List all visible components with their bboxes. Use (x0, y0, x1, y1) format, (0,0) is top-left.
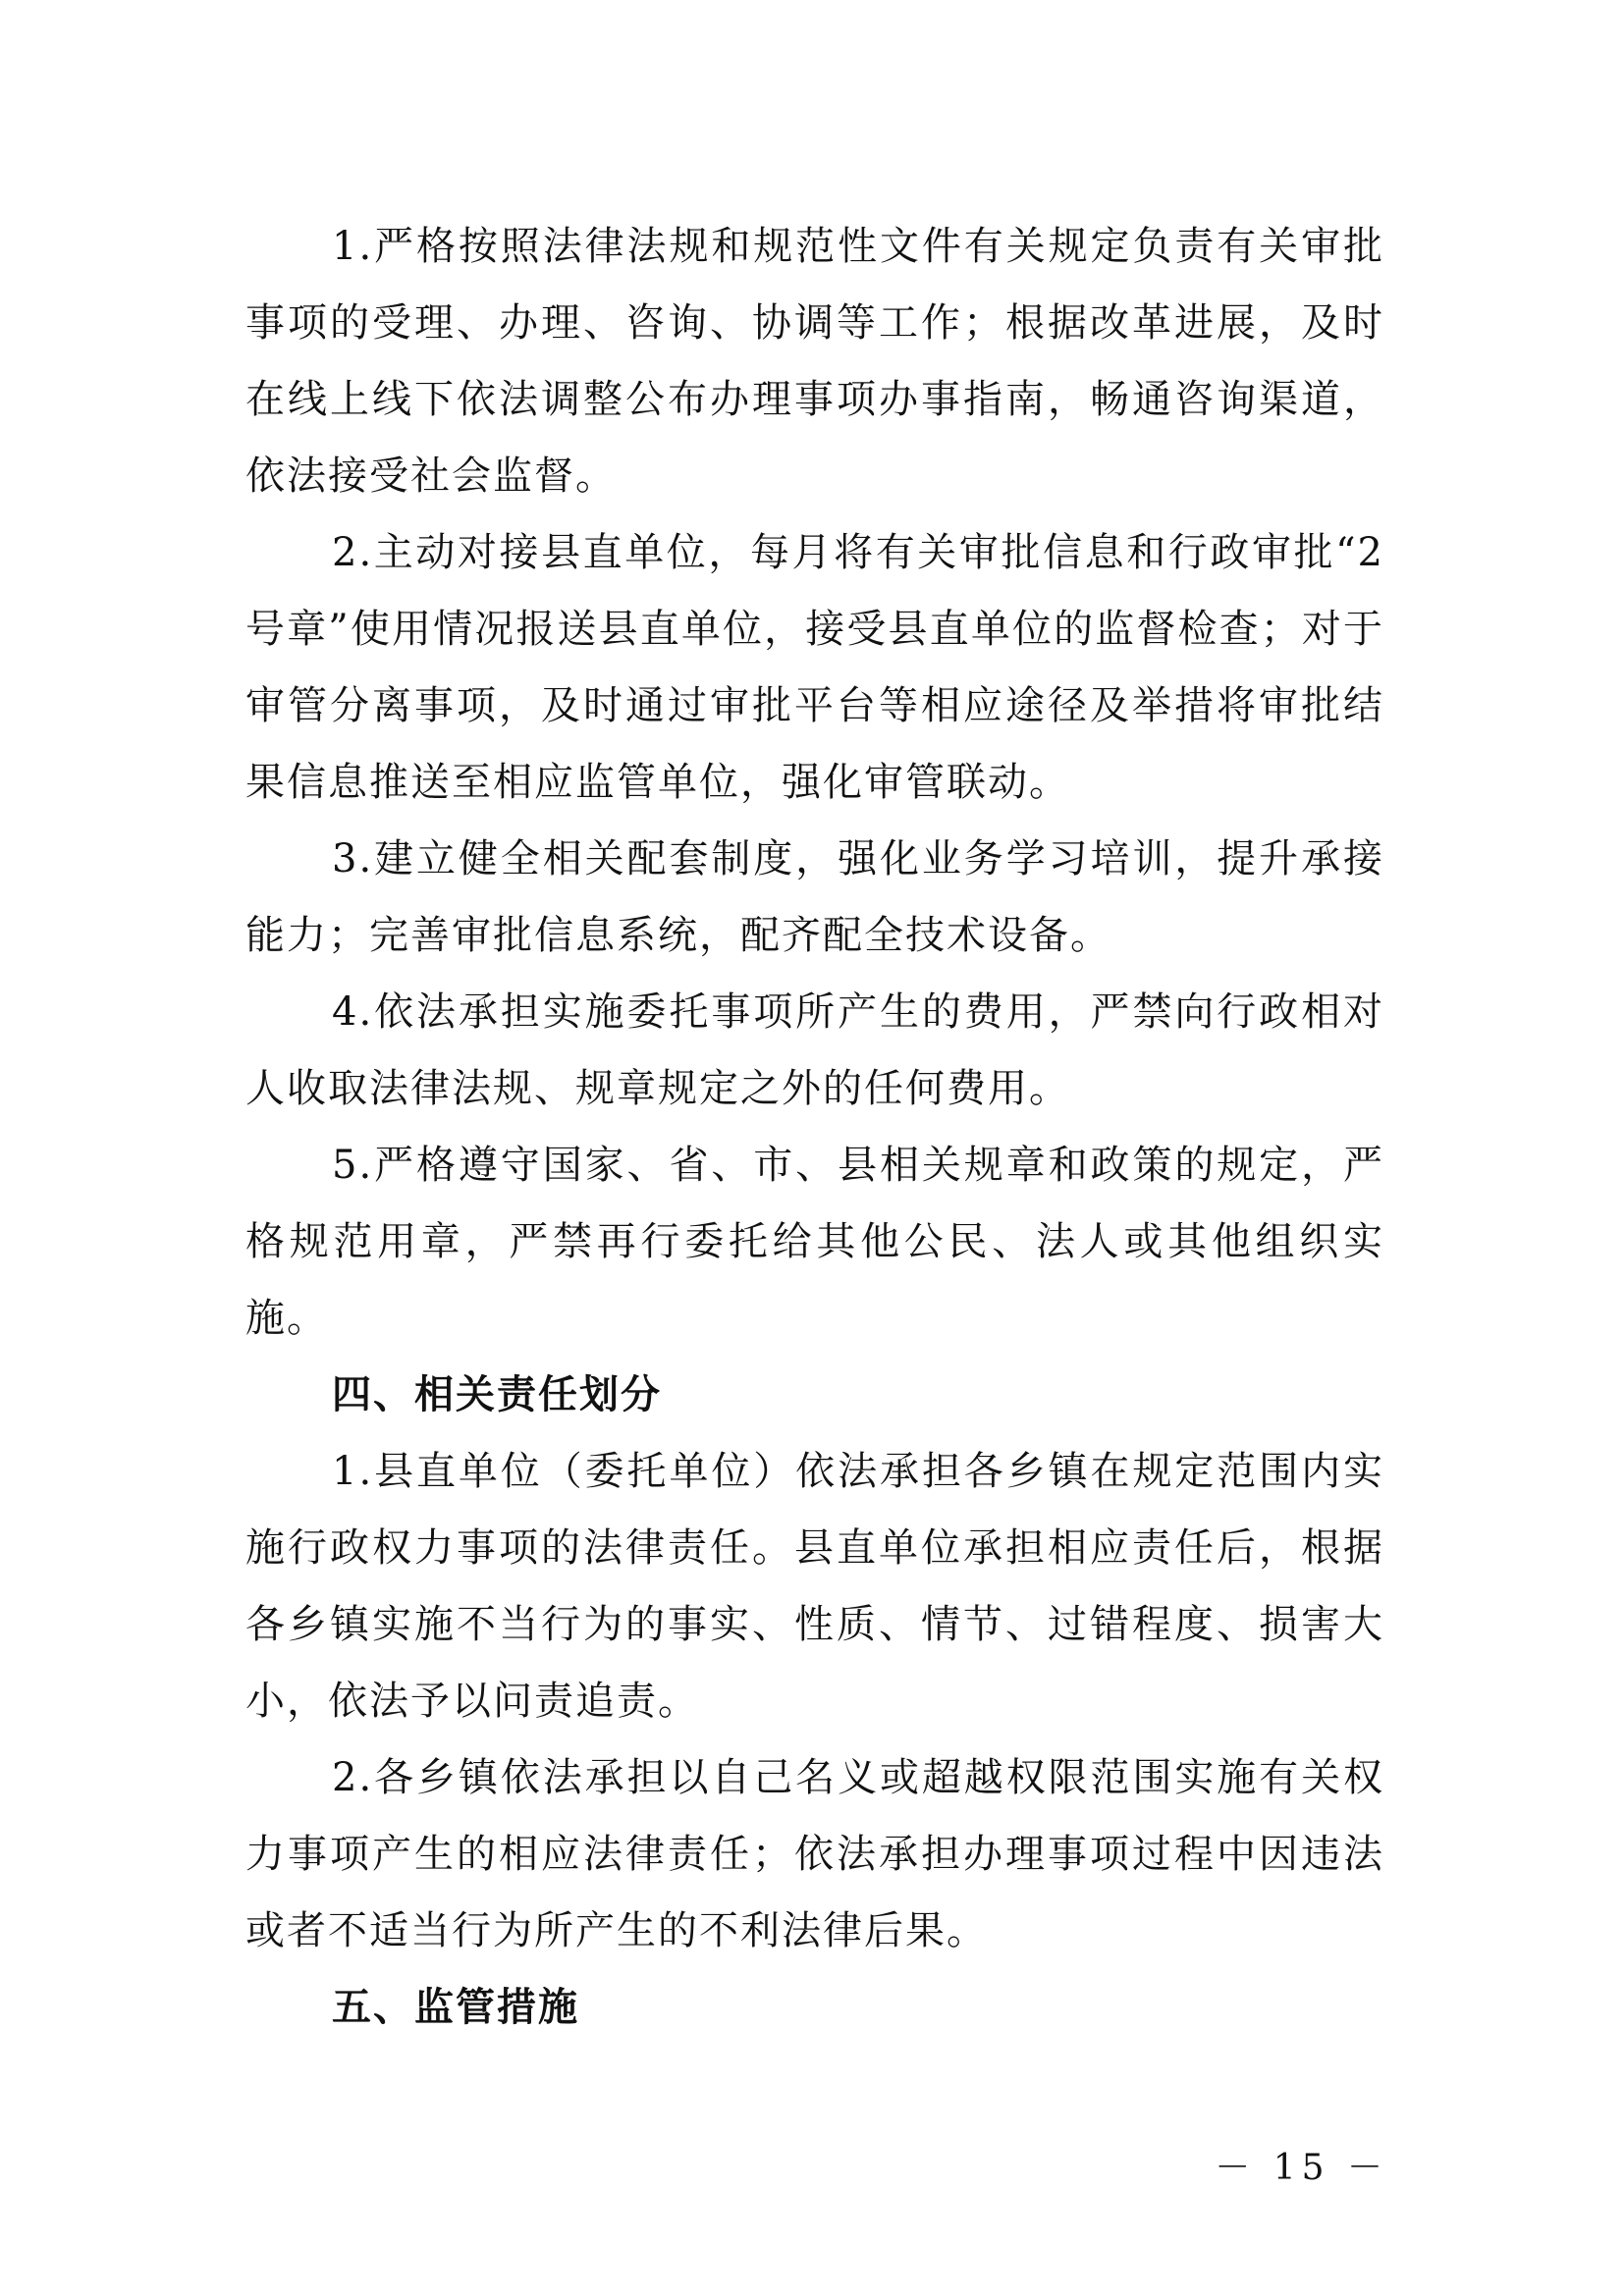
section-heading-responsibility: 四、相关责任划分 (332, 1372, 662, 1417)
document-body (245, 208, 1384, 2046)
page-number: － 15 － (1215, 2148, 1388, 2188)
paragraph-item-4: 4.依法承担实施委托事项所产生的费用，严禁向行政相对人收取法律法规、规章规定之外的任何费用。 (245, 989, 1384, 1111)
paragraph-item-2: 2.主动对接县直单位，每月将有关审批信息和行政审批“2号章”使用情况报送县直单位，接受县直单位的监督检查；对于审管分离事项，及时通过审批平台等相应途径及举措将审批结果信息推送至相应监管单位，强化审管联动。 (245, 530, 1384, 805)
paragraph-item-1: 1.严格按照法律法规和规范性文件有关规定负责有关审批事项的受理、办理、咨询、协调等工作；根据改革进展，及时在线上线下依法调整公布办理事项办事指南，畅通咨询渠道，依法接受社会监督。 (245, 224, 1384, 499)
paragraph-item-3: 3.建立健全相关配套制度，强化业务学习培训，提升承接能力；完善审批信息系统，配齐配全技术设备。 (245, 836, 1384, 958)
section-heading-supervision: 五、监管措施 (332, 1985, 579, 2030)
paragraph-responsibility-1: 1.县直单位（委托单位）依法承担各乡镇在规定范围内实施行政权力事项的法律责任。县直单位承担相应责任后，根据各乡镇实施不当行为的事实、性质、情节、过错程度、损害大小，依法予以问责追责。 (245, 1449, 1384, 1724)
paragraph-responsibility-2: 2.各乡镇依法承担以自己名义或超越权限范围实施有关权力事项产生的相应法律责任；依法承担办理事项过程中因违法或者不适当行为所产生的不利法律后果。 (245, 1755, 1384, 1953)
paragraph-item-5: 5.严格遵守国家、省、市、县相关规章和政策的规定，严格规范用章，严禁再行委托给其他公民、法人或其他组织实施。 (245, 1143, 1384, 1341)
